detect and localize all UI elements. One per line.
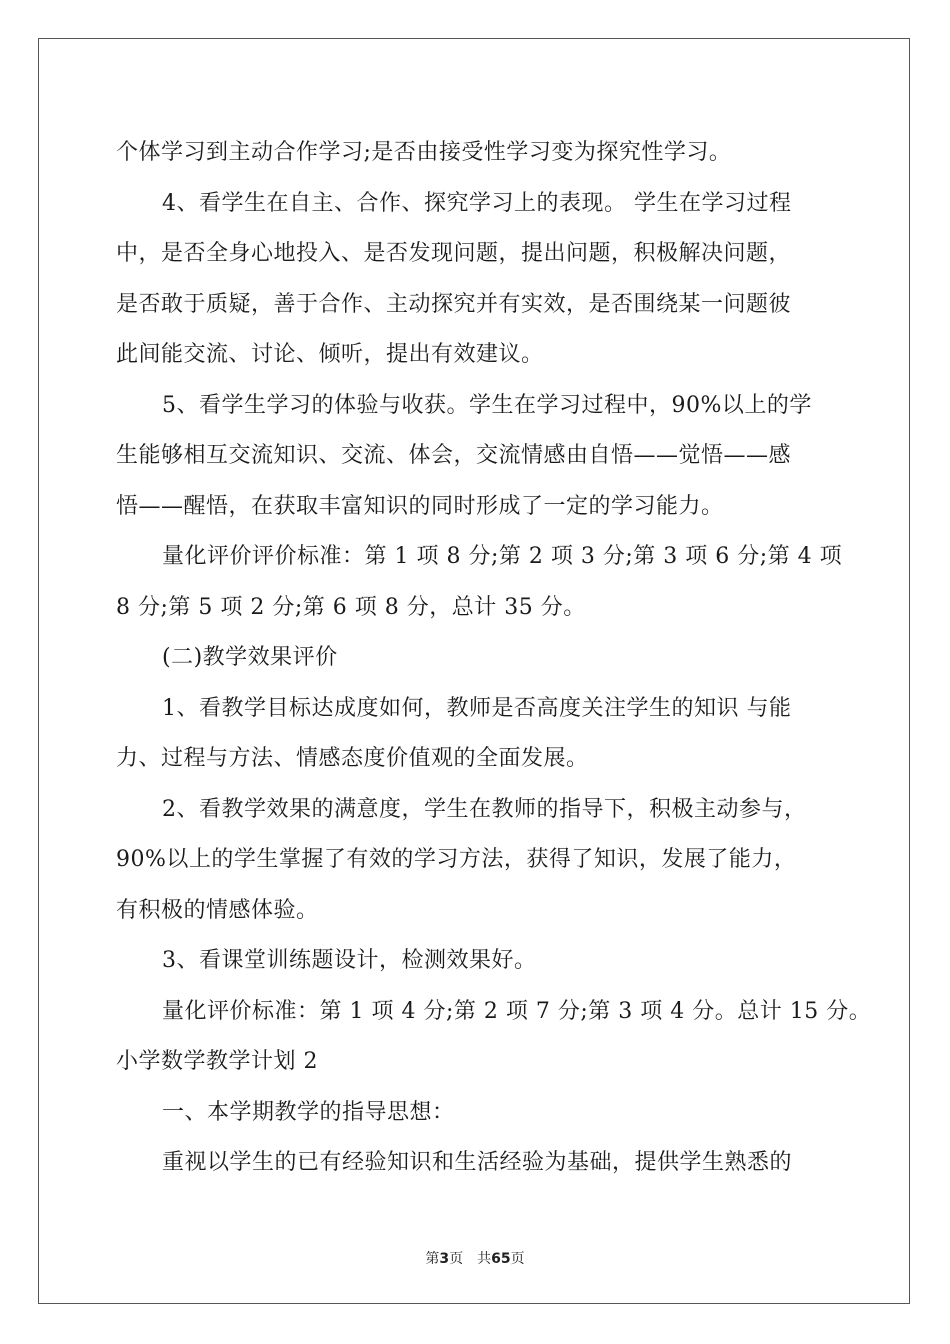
page-footer [0,1248,950,1268]
text-line: 此间能交流、讨论、倾听，提出有效建议。 [116,342,544,367]
text-line: 重视以学生的已有经验知识和生活经验为基础，提供学生熟悉的 [162,1150,793,1175]
document-title: 小学数学教学计划 2 [116,1049,318,1074]
text-line: 90%以上的学生掌握了有效的学习方法，获得了知识，发展了能力， [116,847,797,872]
section-heading: (二)教学效果评价 [162,645,338,670]
text-line: 生能够相互交流知识、交流、体会，交流情感由自悟——觉悟——感 [116,443,792,468]
text-line: 个体学习到主动合作学习;是否由接受性学习变为探究性学习。 [116,140,732,165]
section-heading: 一、本学期教学的指导思想： [162,1099,455,1125]
text-line: 4、看学生在自主、合作、探究学习上的表现。 学生在学习过程 [162,190,792,216]
text-line: 1、看教学目标达成度如何，教师是否高度关注学生的知识 与能 [162,695,792,721]
text-line: 力、过程与方法、情感态度价值观的全面发展。 [116,746,589,771]
current-page-number: 3 [439,1251,450,1267]
text-line: 8 分;第 5 项 2 分;第 6 项 8 分，总计 35 分。 [116,594,586,620]
footer-suffix: 页 [510,1251,525,1267]
text-line: 3、看课堂训练题设计，检测效果好。 [162,948,537,973]
text-line: 是否敢于质疑，善于合作、主动探究并有实效，是否围绕某一问题彼 [116,291,792,317]
text-line: 有积极的情感体验。 [116,897,319,923]
footer-prefix: 第 [425,1251,440,1267]
total-page-count: 65 [491,1251,511,1267]
text-line: 5、看学生学习的体验与收获。学生在学习过程中，90%以上的学 [162,392,812,418]
text-line: 量化评价评价标准：第 1 项 8 分;第 2 项 3 分;第 3 项 6 分;第 4 项 [162,544,843,569]
text-line: 量化评价标准：第 1 项 4 分;第 2 项 7 分;第 3 项 4 分。总计 15 分。 [162,998,872,1024]
document-body [116,128,872,1189]
footer-middle: 页 共 [449,1251,492,1267]
text-line: 悟——醒悟，在获取丰富知识的同时形成了一定的学习能力。 [116,493,724,519]
text-line: 中，是否全身心地投入、是否发现问题，提出问题，积极解决问题， [116,241,792,266]
text-line: 2、看教学效果的满意度，学生在教师的指导下，积极主动参与， [162,796,807,822]
